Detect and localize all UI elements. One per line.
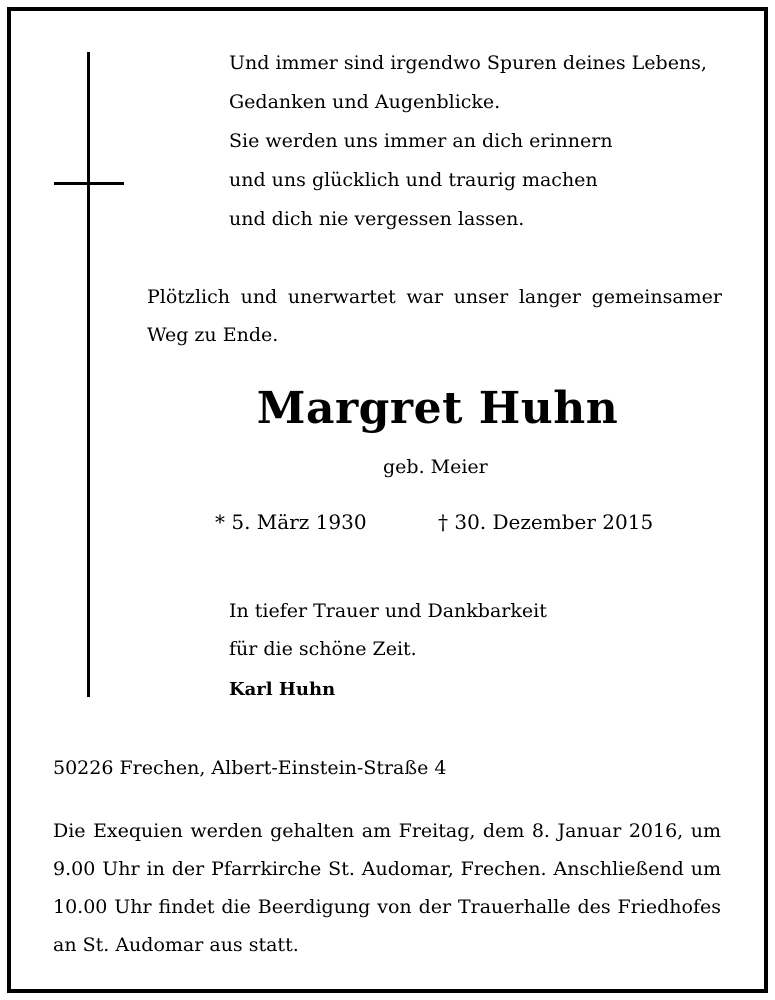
funeral-line: 10.00 Uhr findet die Beerdigung von der Trauerhalle des Friedhofes [53,896,721,918]
funeral-line: an St. Audomar aus statt. [53,934,299,956]
poem-line: Sie werden uns immer an dich erinnern [229,130,613,152]
cross-icon-vertical-bar [87,52,90,697]
birth-date: * 5. März 1930 [215,510,367,534]
intro-text [147,278,722,354]
intro-line: Weg zu Ende. [147,324,279,346]
poem [229,44,707,239]
signer-name: Karl Huhn [229,679,336,700]
intro-line: Plötzlich und unerwartet war unser langer gemeinsamer [147,286,722,308]
poem-line: Gedanken und Augenblicke. [229,91,501,113]
poem-line: und dich nie vergessen lassen. [229,208,525,230]
maiden-name: geb. Meier [383,456,488,478]
funeral-line: 9.00 Uhr in der Pfarrkirche St. Audomar, Frechen. Anschließend um [53,858,721,880]
deceased-name: Margret Huhn [256,383,619,434]
thanks-line: für die schöne Zeit. [229,638,417,660]
thanks-text [229,592,547,668]
funeral-info [53,812,721,964]
poem-line: Und immer sind irgendwo Spuren deines Lebens, [229,52,707,74]
thanks-line: In tiefer Trauer und Dankbarkeit [229,600,547,622]
funeral-line: Die Exequien werden gehalten am Freitag, dem 8. Januar 2016, um [53,820,721,842]
poem-line: und uns glücklich und traurig machen [229,169,598,191]
cross-icon-horizontal-bar [54,182,124,185]
death-date: † 30. Dezember 2015 [438,510,654,534]
address: 50226 Frechen, Albert-Einstein-Straße 4 [53,757,447,779]
